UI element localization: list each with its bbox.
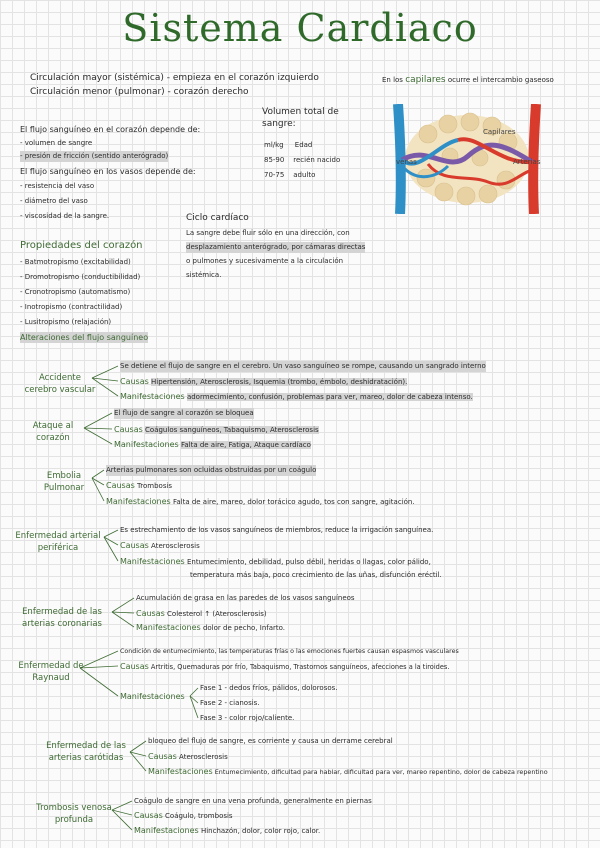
condition-manif: Manifestaciones Entumecimiento, dificultad para hablar, dificultad para ver, mareo repentino, dolor de cabeza repentino <box>148 767 548 776</box>
alteraciones-heading: Alteraciones del flujo sanguíneo <box>20 333 149 342</box>
condition-causas: Causas Aterosclerosis <box>120 541 200 550</box>
volumen-row: 85-90 recién nacido <box>264 156 341 164</box>
raynaud-fase: Fase 1 - dedos fríos, pálidos, dolorosos. <box>200 684 338 692</box>
condition-causas: Causas Colesterol ↑ (Aterosclerosis) <box>136 609 267 618</box>
condition-def: El flujo de sangre al corazón se bloquea <box>114 409 254 417</box>
condition-manif: Manifestaciones adormecimiento, confusión, problemas para ver, mareo, dolor de cabeza intenso. <box>120 392 473 401</box>
condition-def: bloqueo del flujo de sangre, es corriente y causa un derrame cerebral <box>148 737 393 745</box>
flujo-item: - resistencia del vaso <box>20 182 95 190</box>
propiedad-item: - Lusitropismo (relajación) <box>20 318 112 326</box>
ciclo-line: o pulmones y sucesivamente a la circulación <box>186 257 344 265</box>
condition-causas: Causas Aterosclerosis <box>148 752 228 761</box>
ciclo-heading: Ciclo cardíaco <box>186 213 249 223</box>
condition-def: Arterias pulmonares son ocluidas obstruidas por un coágulo <box>106 466 317 474</box>
propiedades-heading: Propiedades del corazón <box>20 240 143 251</box>
propiedad-item: - Cronotropismo (automatismo) <box>20 288 131 296</box>
flujo-heading-2: El flujo sanguíneo en los vasos depende de: <box>20 167 196 176</box>
condition-manif-cont: temperatura más baja, poco crecimiento de las uñas, disfunción eréctil. <box>190 571 442 579</box>
condition-def: Acumulación de grasa en las paredes de los vasos sanguíneos <box>136 594 355 602</box>
propiedad-item: - Dromotropismo (conductibilidad) <box>20 273 141 281</box>
condition-def: Se detiene el flujo de sangre en el cerebro. Un vaso sanguíneo se rompe, causando un sangrado interno <box>120 362 486 370</box>
condition-manif: Manifestaciones Falta de aire, mareo, dolor torácico agudo, tos con sangre, agitación. <box>106 497 415 506</box>
condition-label: Enfermedad de las arterias carótidas <box>46 741 126 763</box>
condition-label: Accidente cerebro vascular <box>24 373 96 395</box>
condition-manif: Manifestaciones <box>120 692 185 701</box>
condition-label: Enfermedad de Raynaud <box>18 661 84 683</box>
condition-label: Enfermedad de las arterias coronarias <box>22 607 102 629</box>
diagram-label-capilares: Capilares <box>483 128 516 136</box>
volumen-heading: Volumen total de sangre: <box>262 107 339 129</box>
condition-def: Condición de entumecimiento, las temperaturas frías o las emociones fuertes causan espasmos vasculares <box>120 648 459 655</box>
condition-def: Coágulo de sangre en una vena profunda, generalmente en piernas <box>134 797 372 805</box>
circulacion-menor: Circulación menor (pulmonar) - corazón derecho <box>30 87 249 97</box>
flujo-item: - viscosidad de la sangre. <box>20 212 110 220</box>
raynaud-fase: Fase 3 - color rojo/caliente. <box>200 714 295 722</box>
ciclo-line: desplazamiento anterógrado, por cámaras directas <box>186 243 366 251</box>
condition-causas: Causas Coágulo, trombosis <box>134 811 233 820</box>
ciclo-line: La sangre debe fluir sólo en una dirección, con <box>186 229 350 237</box>
condition-causas: Causas Coágulos sanguíneos, Tabaquismo, Aterosclerosis <box>114 425 319 434</box>
condition-manif: Manifestaciones Entumecimiento, debilidad, pulso débil, heridas o llagas, color pálido, <box>120 557 431 566</box>
page-title: Sistema Cardiaco <box>122 6 478 50</box>
volumen-row: 70-75 adulto <box>264 171 316 179</box>
flujo-item: - presión de fricción (sentido anterógrado) <box>20 152 169 160</box>
capilares-note: En los capilares ocurre el intercambio gaseoso <box>382 75 554 85</box>
flujo-item: - diámetro del vaso <box>20 197 88 205</box>
condition-label: Enfermedad arterial periférica <box>15 531 101 553</box>
condition-label: Ataque al corazón <box>32 421 74 443</box>
raynaud-fase: Fase 2 - cianosis. <box>200 699 260 707</box>
condition-label: Embolia Pulmonar <box>43 471 85 493</box>
condition-causas: Causas Hipertensión, Aterosclerosis, Isquemia (trombo, émbolo, deshidratación). <box>120 377 408 386</box>
condition-causas: Causas Trombosis <box>106 481 173 490</box>
circulacion-mayor: Circulación mayor (sistémica) - empieza en el corazón izquierdo <box>30 73 319 83</box>
condition-manif: Manifestaciones Hinchazón, dolor, color rojo, calor. <box>134 826 321 835</box>
condition-manif: Manifestaciones dolor de pecho, Infarto. <box>136 623 286 632</box>
ciclo-line: sistémica. <box>186 271 222 279</box>
condition-label: Trombosis venosa profunda <box>36 803 112 825</box>
diagram-label-venas: venas <box>396 158 417 166</box>
diagram-label-arterias: Arterias <box>513 158 541 166</box>
flujo-heading-1: El flujo sanguíneo en el corazón depende de: <box>20 125 201 134</box>
propiedad-item: - Batmotropismo (excitabilidad) <box>20 258 131 266</box>
propiedad-item: - Inotropismo (contractilidad) <box>20 303 123 311</box>
condition-manif: Manifestaciones Falta de aire, Fatiga, Ataque cardíaco <box>114 440 311 449</box>
volumen-row: ml/kg Edad <box>264 141 313 149</box>
flujo-item: - volumen de sangre <box>20 139 93 147</box>
condition-def: Es estrechamiento de los vasos sanguíneos de miembros, reduce la irrigación sanguínea. <box>120 526 434 534</box>
condition-causas: Causas Artritis, Quemaduras por frío, Tabaquismo, Trastornos sanguíneos, afecciones a la tiroides. <box>120 662 450 671</box>
